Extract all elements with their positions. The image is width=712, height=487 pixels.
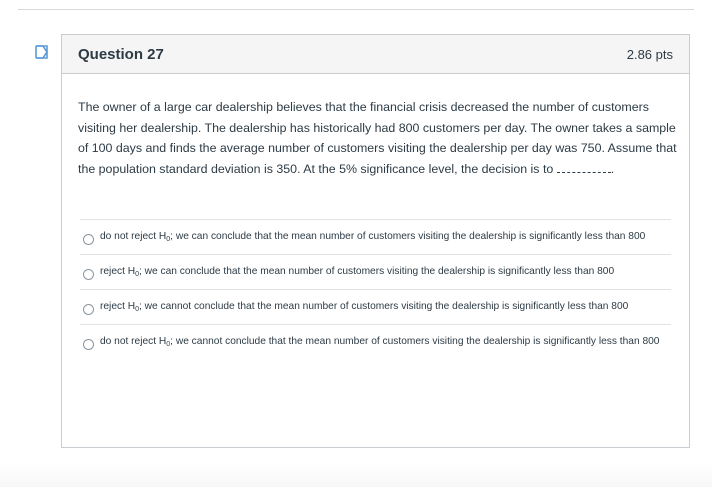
answer-label — [100, 336, 659, 347]
answer-rest: ; we cannot conclude that the mean number of customers visiting the dealership is significantly less than 800 — [139, 301, 629, 312]
top-divider — [18, 9, 694, 10]
answer-option[interactable] — [80, 219, 671, 254]
answer-prefix: reject H — [100, 301, 136, 312]
flag-icon[interactable] — [33, 44, 49, 60]
radio-button[interactable] — [83, 234, 94, 245]
answer-prefix: reject H — [100, 266, 136, 277]
answer-rest: ; we cannot conclude that the mean number of customers visiting the dealership is significantly less than 800 — [170, 336, 660, 347]
bottom-fade — [0, 462, 712, 487]
question-text-end: . — [610, 161, 615, 176]
answer-option[interactable] — [80, 289, 671, 324]
question-title: Question 27 — [78, 45, 164, 63]
answer-subscript: 0 — [135, 271, 140, 278]
radio-button[interactable] — [83, 339, 94, 350]
radio-button[interactable] — [83, 269, 94, 280]
answer-prefix: do not reject H — [100, 336, 167, 347]
question-points: 2.86 pts — [626, 46, 673, 62]
answer-blank — [557, 160, 611, 173]
answer-option[interactable] — [80, 324, 671, 359]
answer-label — [100, 266, 614, 277]
question-card — [61, 34, 690, 448]
answer-label — [100, 301, 628, 312]
answer-label — [100, 231, 645, 242]
answer-subscript: 0 — [166, 236, 171, 243]
question-header — [62, 35, 689, 74]
question-text-body: The owner of a large car dealership believes that the financial crisis decreased the number of customers visiting her dealership. The dealership has historically had 800 customers per day. The owner takes a sample of 100 days and finds the average number of customers visiting the dealership per day was 750. Assume that the population standard deviation is 350. At the 5% significance level, the decision is to — [78, 100, 677, 176]
question-text — [78, 97, 678, 179]
answer-subscript: 0 — [135, 306, 140, 313]
radio-button[interactable] — [83, 304, 94, 315]
answer-subscript: 0 — [166, 341, 171, 348]
answer-option[interactable] — [80, 254, 671, 289]
answer-prefix: do not reject H — [100, 231, 167, 242]
answer-rest: ; we can conclude that the mean number of customers visiting the dealership is significantly less than 800 — [170, 231, 646, 242]
answer-list — [80, 219, 671, 359]
answer-rest: ; we can conclude that the mean number of customers visiting the dealership is significantly less than 800 — [139, 266, 615, 277]
